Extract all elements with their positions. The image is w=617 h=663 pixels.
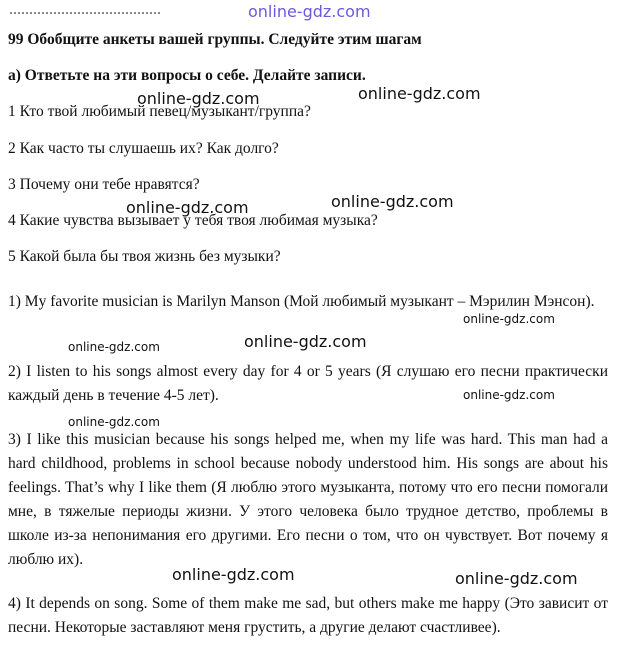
watermark: online-gdz.com [68, 415, 160, 429]
watermark: online-gdz.com [463, 388, 555, 402]
cropped-header-fragment [10, 12, 160, 18]
watermark-top: online-gdz.com [248, 2, 371, 21]
question-1: 1 Кто твой любимый певец/музыкант/группа? [8, 103, 311, 120]
question-5: 5 Какой была бы твоя жизнь без музыки? [8, 248, 281, 265]
answer-3: 3) I like this musician because his songs helped me, when my life was hard. This man had a hard childhood, problems in school because nobody understood him. His songs are about his feelings. That’s why I like them (Я люблю этого музыканта, потому что его песни помогали мне, в тяжелые периоды жизни. У этого человека было трудное детство, проблемы в школе из-за непонимания его другими. Его песни о том, что он чувствует. Вот почему я люблю их). [8, 431, 608, 568]
watermark: online-gdz.com [358, 84, 481, 103]
watermark: online-gdz.com [68, 340, 160, 354]
question-3: 3 Почему они тебе нравятся? [8, 176, 200, 193]
answer-1: 1) My favorite musician is Marilyn Manson (Мой любимый музыкант – Мэрилин Мэнсон). [8, 293, 595, 310]
watermark: online-gdz.com [455, 569, 578, 588]
watermark: online-gdz.com [126, 198, 249, 217]
question-2: 2 Как часто ты слушаешь их? Как долго? [8, 140, 279, 157]
answer-2: 2) I listen to his songs almost every day for 4 or 5 years (Я слушаю его песни практически каждый день в течение 4-5 лет). [8, 363, 608, 404]
watermark: online-gdz.com [463, 312, 555, 326]
question-4: 4 Какие чувства вызывает у тебя твоя любимая музыка? [8, 212, 378, 229]
subtask-heading: а) Ответьте на эти вопросы о себе. Делайте записи. [8, 67, 366, 84]
watermark: online-gdz.com [244, 332, 367, 351]
watermark: online-gdz.com [172, 565, 295, 584]
watermark: online-gdz.com [331, 192, 454, 211]
watermark: online-gdz.com [137, 89, 260, 108]
task-title: 99 Обобщите анкеты вашей группы. Следуйте этим шагам [8, 31, 422, 48]
answer-4: 4) It depends on song. Some of them make me sad, but others make me happy (Это зависит от песни. Некоторые заставляют меня грустить, а другие делают счастливее). [8, 595, 608, 636]
